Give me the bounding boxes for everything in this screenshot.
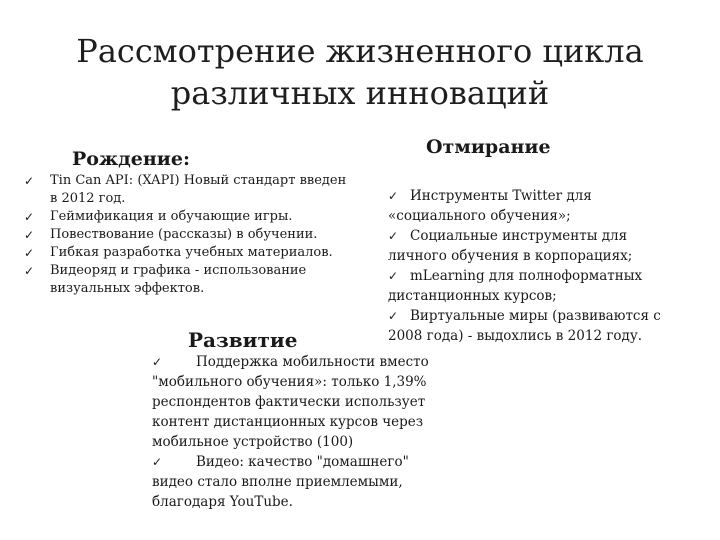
death-list [388, 186, 678, 346]
list-item [24, 244, 354, 262]
checkmark-icon: ✓ [152, 455, 163, 469]
list-item-text: Гибкая разработка учебных материалов. [50, 245, 333, 260]
list-item [24, 208, 354, 226]
death-heading: Отмирание [426, 136, 551, 158]
checkmark-icon: ✓ [24, 264, 35, 278]
checkmark-icon: ✓ [24, 210, 35, 224]
list-item [24, 226, 354, 244]
list-item-text: mLearning для полноформатных дистанционных курсов; [388, 268, 643, 304]
title-line-2: различных инноваций [170, 74, 550, 112]
list-item-text: Tin Can API: (XAPI) Новый стандарт введен в 2012 год. [50, 173, 347, 206]
birth-heading: Рождение: [72, 148, 190, 170]
list-item-text: Геймификация и обучающие игры. [50, 209, 293, 224]
checkmark-icon: ✓ [24, 246, 35, 260]
checkmark-icon: ✓ [152, 355, 163, 369]
list-item [152, 452, 452, 512]
list-item-text: Социальные инструменты для личного обучения в корпорациях; [388, 228, 633, 264]
list-item-text: Поддержка мобильности вместо "мобильного обучения»: только 1,39% респондентов фактически использует контент дистанционных курсов через мобильное устройство (100) [152, 354, 429, 450]
slide-title [60, 30, 660, 114]
checkmark-icon: ✓ [24, 174, 35, 188]
list-item-text: Видеоряд и графика - использование визуальных эффектов. [50, 263, 307, 296]
checkmark-icon: ✓ [388, 269, 399, 283]
list-item-text: Повествование (рассказы) в обучении. [50, 227, 318, 242]
checkmark-icon: ✓ [388, 189, 399, 203]
list-item-text: Инструменты Twitter для «социального обучения»; [388, 188, 592, 224]
list-item [388, 186, 678, 226]
development-list [152, 352, 452, 512]
list-item [152, 352, 452, 452]
list-item-text: Виртуальные миры (развиваются с 2008 года) - выдохлись в 2012 году. [388, 308, 661, 344]
title-line-1: Рассмотрение жизненного цикла [76, 32, 644, 70]
list-item-text: Видео: качество "домашнего" видео стало вполне приемлемыми, благодаря YouTube. [152, 454, 409, 510]
checkmark-icon: ✓ [388, 309, 399, 323]
list-item [24, 172, 354, 208]
list-item [388, 266, 678, 306]
list-item [388, 306, 678, 346]
development-heading: Развитие [188, 328, 298, 352]
checkmark-icon: ✓ [388, 229, 399, 243]
checkmark-icon: ✓ [24, 228, 35, 242]
list-item [388, 226, 678, 266]
list-item [24, 262, 354, 298]
birth-list [24, 172, 354, 298]
